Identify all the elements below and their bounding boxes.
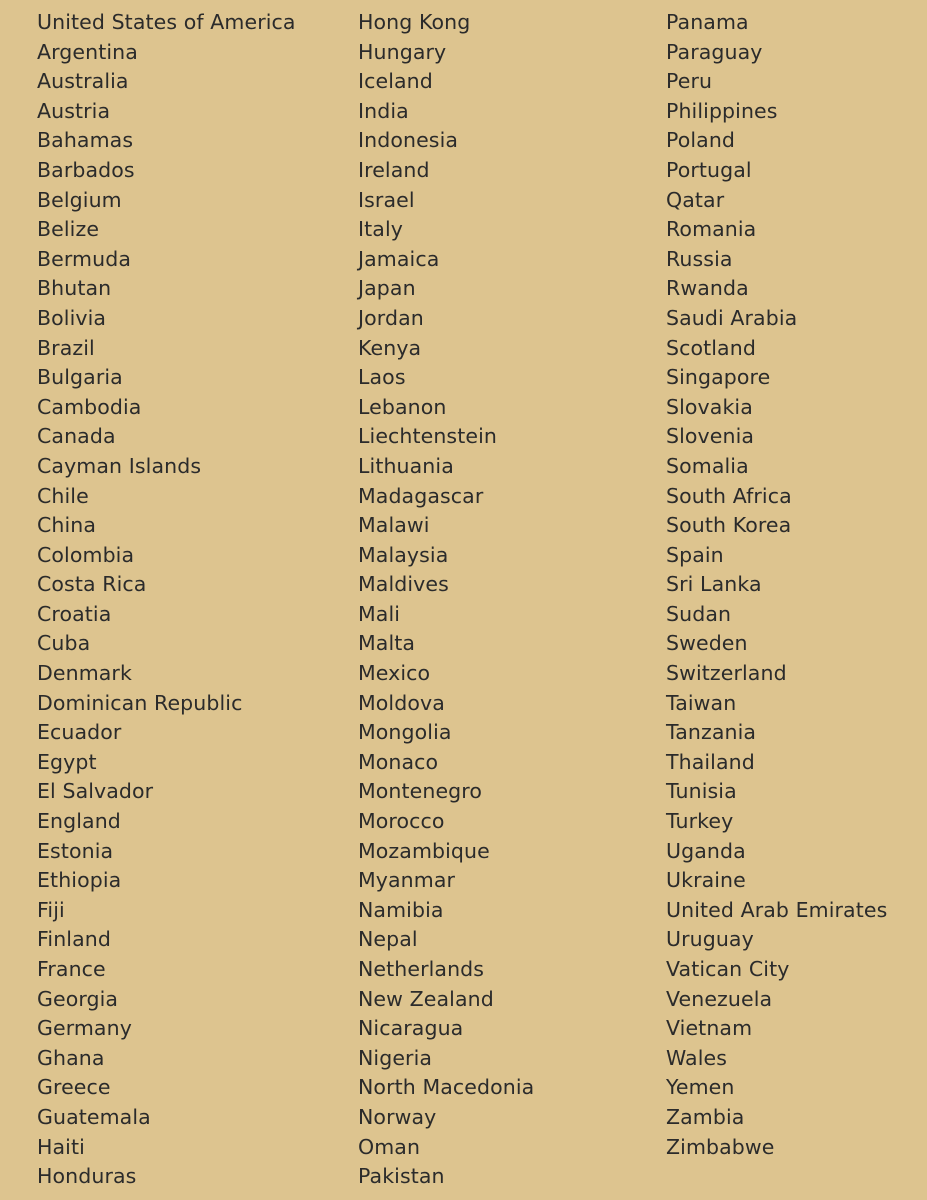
country-item: Morocco bbox=[358, 809, 445, 834]
country-item: Honduras bbox=[37, 1164, 137, 1189]
country-item: Egypt bbox=[37, 749, 97, 774]
country-item: Nigeria bbox=[358, 1045, 433, 1070]
country-item: North Macedonia bbox=[358, 1075, 535, 1100]
country-item: Panama bbox=[666, 10, 749, 34]
country-item: Costa Rica bbox=[37, 572, 147, 597]
country-column-2 bbox=[358, 8, 658, 1192]
country-item: Denmark bbox=[37, 661, 132, 686]
country-item: Chile bbox=[37, 483, 89, 508]
country-item: Yemen bbox=[666, 1075, 735, 1100]
country-item: Singapore bbox=[666, 365, 771, 390]
country-column-3 bbox=[666, 8, 921, 1162]
country-item: Vatican City bbox=[666, 957, 790, 981]
country-item: Canada bbox=[37, 424, 116, 449]
country-item: Mongolia bbox=[358, 720, 452, 745]
country-item: Australia bbox=[37, 69, 129, 94]
country-item: Russia bbox=[666, 246, 733, 271]
country-item: Zambia bbox=[666, 1104, 745, 1129]
country-item: South Korea bbox=[666, 513, 792, 538]
country-item: Indonesia bbox=[358, 128, 459, 153]
country-item: Oman bbox=[358, 1134, 421, 1159]
country-item: Croatia bbox=[37, 601, 112, 626]
country-item: Scotland bbox=[666, 335, 756, 360]
country-item: Sri Lanka bbox=[666, 572, 762, 597]
country-item: Nepal bbox=[358, 927, 418, 952]
country-item: England bbox=[37, 809, 121, 834]
country-item: Uruguay bbox=[666, 927, 754, 952]
country-item: Fiji bbox=[37, 897, 65, 922]
country-item: Cayman Islands bbox=[37, 453, 202, 478]
country-item: Israel bbox=[358, 187, 415, 212]
country-item: Japan bbox=[358, 276, 416, 301]
country-item: Switzerland bbox=[666, 661, 787, 686]
country-item: Colombia bbox=[37, 542, 135, 567]
country-item: Barbados bbox=[37, 157, 135, 182]
country-item: Ireland bbox=[358, 157, 430, 182]
country-item: Austria bbox=[37, 98, 111, 123]
country-item: Kenya bbox=[358, 335, 422, 360]
country-item: Ukraine bbox=[666, 868, 746, 893]
country-item: Greece bbox=[37, 1075, 111, 1100]
country-item: Myanmar bbox=[358, 868, 456, 893]
country-item: Pakistan bbox=[358, 1164, 445, 1189]
country-item: Bulgaria bbox=[37, 365, 123, 390]
country-item: Cambodia bbox=[37, 394, 142, 419]
country-item: Haiti bbox=[37, 1134, 85, 1159]
country-item: Taiwan bbox=[666, 690, 737, 715]
country-column-1 bbox=[37, 8, 347, 1192]
country-item: Georgia bbox=[37, 986, 119, 1011]
country-item: Hong Kong bbox=[358, 10, 471, 34]
country-item: Romania bbox=[666, 217, 757, 242]
country-item: Thailand bbox=[666, 749, 755, 774]
country-item: Malta bbox=[358, 631, 416, 656]
country-item: Uganda bbox=[666, 838, 746, 863]
country-item: Montenegro bbox=[358, 779, 483, 804]
country-item: China bbox=[37, 513, 97, 538]
country-item: Bermuda bbox=[37, 246, 131, 271]
country-item: Ecuador bbox=[37, 720, 122, 745]
country-item: Wales bbox=[666, 1045, 728, 1070]
country-item: Poland bbox=[666, 128, 736, 153]
country-item: Ghana bbox=[37, 1045, 105, 1070]
country-item: Argentina bbox=[37, 39, 138, 64]
country-item: Slovenia bbox=[666, 424, 755, 449]
country-item: Guatemala bbox=[37, 1104, 151, 1129]
country-item: Estonia bbox=[37, 838, 114, 863]
country-item: Namibia bbox=[358, 897, 444, 922]
country-item: Liechtenstein bbox=[358, 424, 497, 449]
country-item: Jordan bbox=[358, 305, 424, 330]
country-item: Jamaica bbox=[358, 246, 440, 271]
country-item: New Zealand bbox=[358, 986, 494, 1011]
country-item: Tanzania bbox=[666, 720, 757, 745]
country-list bbox=[0, 8, 927, 1198]
country-item: Sudan bbox=[666, 601, 732, 626]
country-item: Netherlands bbox=[358, 957, 485, 981]
country-item: Turkey bbox=[666, 809, 734, 834]
country-item: Laos bbox=[358, 365, 406, 390]
country-item: India bbox=[358, 98, 409, 123]
country-item: Norway bbox=[358, 1104, 437, 1129]
country-item: France bbox=[37, 957, 106, 981]
country-item: United States of America bbox=[37, 10, 296, 34]
country-item: Mozambique bbox=[358, 838, 490, 863]
country-item: Belize bbox=[37, 217, 100, 242]
country-item: Cuba bbox=[37, 631, 91, 656]
country-item: Brazil bbox=[37, 335, 95, 360]
country-item: Spain bbox=[666, 542, 724, 567]
country-item: Maldives bbox=[358, 572, 449, 597]
country-item: Tunisia bbox=[666, 779, 737, 804]
country-item: Bahamas bbox=[37, 128, 134, 153]
country-item: Paraguay bbox=[666, 39, 763, 64]
country-item: United Arab Emirates bbox=[666, 897, 888, 922]
country-item: Vietnam bbox=[666, 1016, 753, 1041]
country-item: Venezuela bbox=[666, 986, 773, 1011]
country-item: Bhutan bbox=[37, 276, 112, 301]
country-item: Peru bbox=[666, 69, 713, 94]
country-item: Belgium bbox=[37, 187, 122, 212]
country-item: Mali bbox=[358, 601, 401, 626]
country-item: Sweden bbox=[666, 631, 748, 656]
country-item: El Salvador bbox=[37, 779, 154, 804]
country-item: Malawi bbox=[358, 513, 430, 538]
country-item: Moldova bbox=[358, 690, 445, 715]
country-item: Hungary bbox=[358, 39, 447, 64]
country-item: Ethiopia bbox=[37, 868, 122, 893]
country-item: Mexico bbox=[358, 661, 431, 686]
country-item: Lithuania bbox=[358, 453, 454, 478]
country-item: Malaysia bbox=[358, 542, 449, 567]
country-item: Bolivia bbox=[37, 305, 107, 330]
country-item: Saudi Arabia bbox=[666, 305, 798, 330]
country-item: Zimbabwe bbox=[666, 1134, 775, 1159]
country-item: Dominican Republic bbox=[37, 690, 243, 715]
country-item: Somalia bbox=[666, 453, 749, 478]
country-item: Qatar bbox=[666, 187, 725, 212]
country-item: Italy bbox=[358, 217, 403, 242]
country-item: Portugal bbox=[666, 157, 752, 182]
country-item: Philippines bbox=[666, 98, 778, 123]
country-item: Nicaragua bbox=[358, 1016, 464, 1041]
country-item: Madagascar bbox=[358, 483, 484, 508]
country-item: South Africa bbox=[666, 483, 792, 508]
country-item: Monaco bbox=[358, 749, 439, 774]
country-item: Iceland bbox=[358, 69, 433, 94]
country-item: Finland bbox=[37, 927, 111, 952]
country-item: Rwanda bbox=[666, 276, 749, 301]
country-item: Lebanon bbox=[358, 394, 447, 419]
country-item: Slovakia bbox=[666, 394, 753, 419]
country-item: Germany bbox=[37, 1016, 132, 1041]
